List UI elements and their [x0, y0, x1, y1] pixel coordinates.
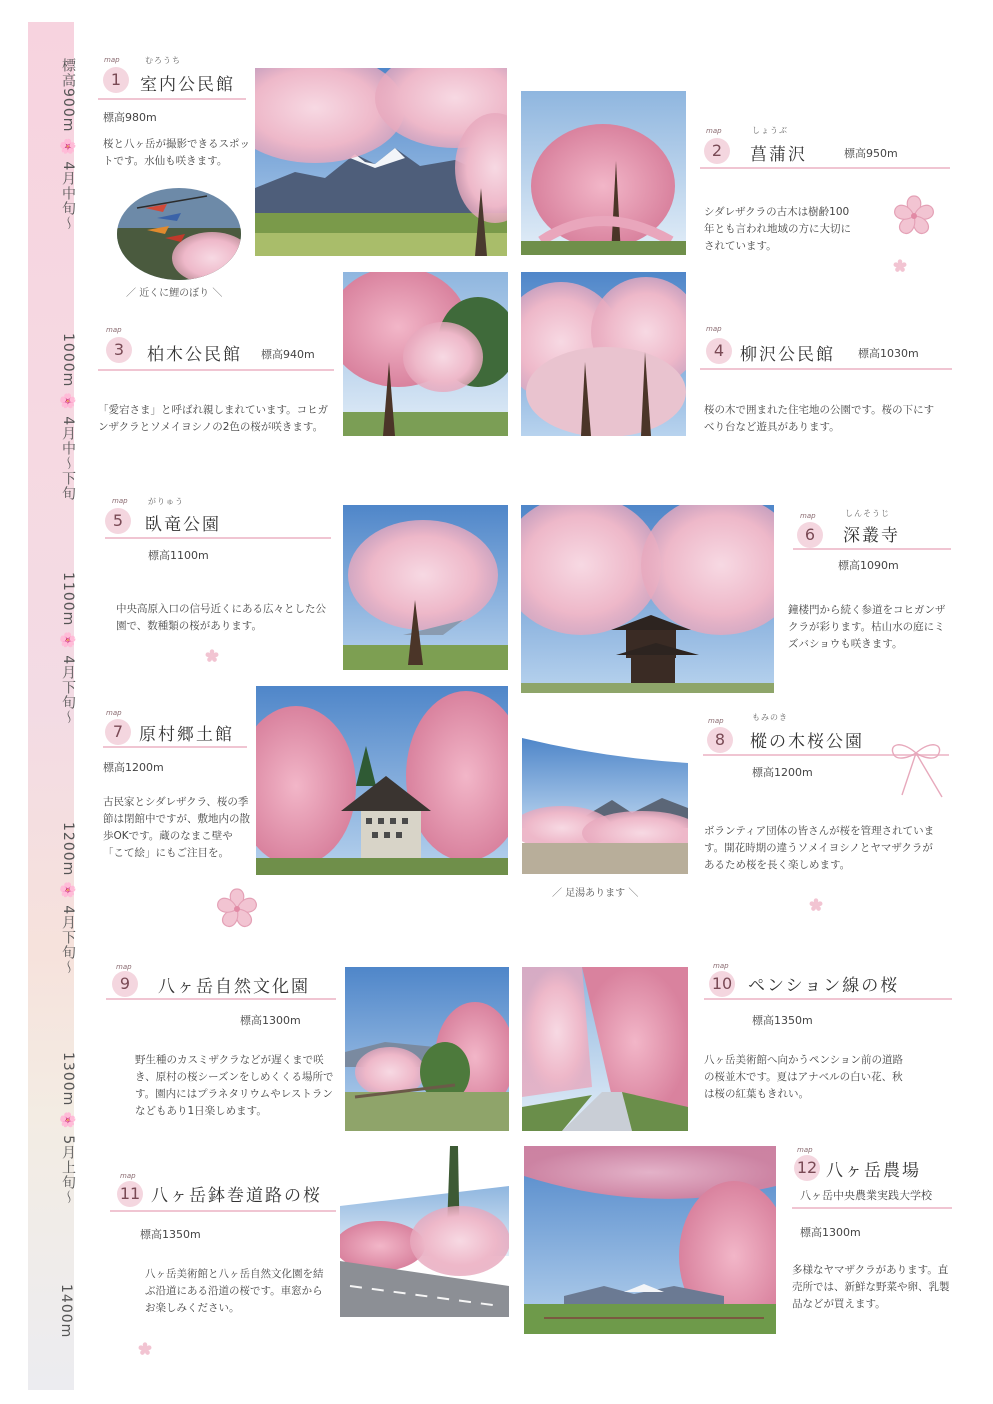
spot-altitude: 標高940m [261, 348, 315, 361]
spot-description: 野生種のカスミザクラなどが遅くまで咲き、原村の桜シーズンをしめくくる場所です。園内にはプラネタリウムやレストランなどもあり1日楽しめます。 [135, 1054, 334, 1117]
elevation-label-900: 標高900m 🌸 4月中旬〜 [60, 58, 76, 232]
map-tag: map [120, 1172, 136, 1180]
elevation-label-1100: 1100m 🌸 4月下旬〜 [60, 572, 76, 726]
spot-name: 臥竜公園 [145, 515, 221, 535]
spot-altitude: 標高1090m [838, 559, 899, 572]
heading-rule [110, 1210, 336, 1212]
spot-altitude: 標高1300m [240, 1014, 301, 1027]
spot-description: ボランティア団体の皆さんが桜を管理されています。開花時期の違うソメイヨシノとヤマザクラがあるため桜を長く楽しめます。 [704, 825, 935, 871]
spot-number: 8 [707, 727, 733, 753]
spot-7-photo [256, 686, 508, 875]
map-tag: map [713, 962, 729, 970]
map-tag: map [116, 963, 132, 971]
spot-number: 3 [106, 337, 132, 363]
spot-number: 11 [117, 1181, 143, 1207]
spot-altitude: 標高1200m [103, 761, 164, 774]
spot-number: 7 [105, 719, 131, 745]
spot-altitude: 標高1350m [140, 1228, 201, 1241]
spot-name: 室内公民館 [140, 75, 235, 95]
map-tag: map [708, 717, 724, 725]
spot-6-photo [521, 505, 774, 693]
map-tag: map [112, 497, 128, 505]
ribbon-icon [880, 735, 952, 805]
spot-11-photo [340, 1146, 509, 1317]
spot-ruby: がりゅう [148, 497, 184, 506]
spot-description: 「愛宕さま」と呼ばれ親しまれています。コヒガンザクラとソメイヨシノの2色の桜が咲きます。 [98, 404, 329, 433]
spot-8-photo [522, 708, 688, 874]
heading-rule [700, 368, 952, 370]
blossom-icon [213, 885, 261, 933]
spot-number: 5 [105, 508, 131, 534]
ashiyu-note: ／ 足湯あります ＼ [552, 888, 639, 899]
spot-name: 菖蒲沢 [750, 145, 807, 165]
spot-ruby: もみのき [752, 713, 788, 722]
elevation-label-1400: 1400m [58, 1284, 74, 1339]
heading-rule [103, 746, 247, 748]
heading-rule [98, 98, 246, 100]
blossom-icon [892, 258, 908, 274]
spot-4-photo [521, 272, 686, 436]
elevation-label-1200: 1200m 🌸 4月下旬〜 [60, 822, 76, 976]
note-text: 近くに鯉のぼり [139, 288, 210, 299]
heading-rule [98, 369, 334, 371]
blossom-icon [204, 648, 220, 664]
spot-description: 八ヶ岳美術館へ向かうペンション前の道路の桜並木です。夏はアナベルの白い花、秋は桜の紅葉もきれい。 [704, 1054, 904, 1100]
spot-number: 4 [706, 338, 732, 364]
spot-altitude: 標高1300m [800, 1226, 861, 1239]
spot-number: 12 [794, 1155, 820, 1181]
spot-number: 2 [704, 138, 730, 164]
spot-ruby: しんそうじ [845, 509, 890, 518]
spot-description: 多様なヤマザクラがあります。直売所では、新鮮な野菜や卵、乳製品などが買えます。 [792, 1264, 950, 1310]
spot-description: シダレザクラの古木は樹齢100年とも言われ地域の方に大切にされています。 [704, 206, 851, 252]
spot-altitude: 標高950m [844, 147, 898, 160]
spot-name: 八ヶ岳鉢巻道路の桜 [151, 1186, 322, 1206]
blossom-icon [137, 1341, 153, 1357]
koinobori-photo [117, 188, 241, 280]
heading-rule [793, 548, 951, 550]
spot-number: 1 [103, 67, 129, 93]
spot-name: 樅の木桜公園 [750, 732, 864, 752]
spot-description: 古民家とシダレザクラ、桜の季節は閉館中ですが、敷地内の散歩OKです。蔵のなまこ壁や「こて絵」にもご注目を。 [103, 796, 250, 859]
spot-1-photo [255, 68, 507, 256]
spot-name: 深叢寺 [843, 526, 900, 546]
heading-rule [792, 1207, 952, 1209]
spot-name: 原村郷土館 [139, 725, 234, 745]
spot-12-photo [524, 1146, 776, 1334]
heading-rule [105, 537, 331, 539]
spot-3-photo [343, 272, 508, 436]
spot-description: 鐘楼門から続く参道をコヒガンザクラが彩ります。枯山水の庭にミズバショウも咲きます。 [788, 604, 946, 650]
spot-9-photo [345, 967, 509, 1131]
spot-5-photo [343, 505, 508, 670]
spot-altitude: 標高1100m [148, 549, 209, 562]
elevation-label-1000: 1000m 🌸 4月中〜下旬 [60, 333, 76, 502]
heading-rule [700, 167, 950, 169]
map-tag: map [106, 326, 122, 334]
blossom-icon [808, 897, 824, 913]
spot-number: 10 [709, 971, 735, 997]
spot-name: 柏木公民館 [147, 345, 242, 365]
spot-10-photo [522, 967, 688, 1131]
spot-number: 9 [112, 971, 138, 997]
spot-number: 6 [797, 522, 823, 548]
spot-subtitle: 八ヶ岳中央農業実践大学校 [800, 1189, 932, 1202]
spot-altitude: 標高1200m [752, 766, 813, 779]
map-tag: map [106, 709, 122, 717]
note-text: 足湯あります [565, 888, 626, 899]
blossom-icon [890, 192, 938, 240]
spot-description: 八ヶ岳美術館と八ヶ岳自然文化園を結ぶ沿道にある沿道の桜です。車窓からお楽しみください。 [145, 1268, 324, 1314]
spot-ruby: むろうち [145, 56, 181, 65]
map-tag: map [797, 1146, 813, 1154]
spot-name: 八ヶ岳自然文化園 [158, 977, 310, 997]
map-tag: map [800, 512, 816, 520]
spot-description: 中央高原入口の信号近くにある広々とした公園で、数種類の桜があります。 [116, 603, 326, 632]
spot-altitude: 標高980m [103, 111, 157, 124]
koinobori-note: ／ 近くに鯉のぼり ＼ [126, 288, 223, 299]
heading-rule [704, 998, 952, 1000]
spot-description: 桜の木で囲まれた住宅地の公園です。桜の下にすべり台など遊具があります。 [704, 404, 935, 433]
map-tag: map [706, 325, 722, 333]
elevation-label-1300: 1300m 🌸 5月上旬〜 [60, 1052, 76, 1206]
spot-name: 柳沢公民館 [740, 345, 835, 365]
map-tag: map [104, 56, 120, 64]
map-tag: map [706, 127, 722, 135]
heading-rule [106, 998, 336, 1000]
spot-description: 桜と八ヶ岳が撮影できるスポットです。水仙も咲きます。 [103, 138, 250, 167]
spot-name: 八ヶ岳農場 [826, 1161, 921, 1181]
spot-ruby: しょうぶ [752, 126, 788, 135]
spot-2-photo [521, 91, 686, 255]
spot-altitude: 標高1350m [752, 1014, 813, 1027]
spot-altitude: 標高1030m [858, 347, 919, 360]
spot-name: ペンション線の桜 [748, 976, 900, 996]
